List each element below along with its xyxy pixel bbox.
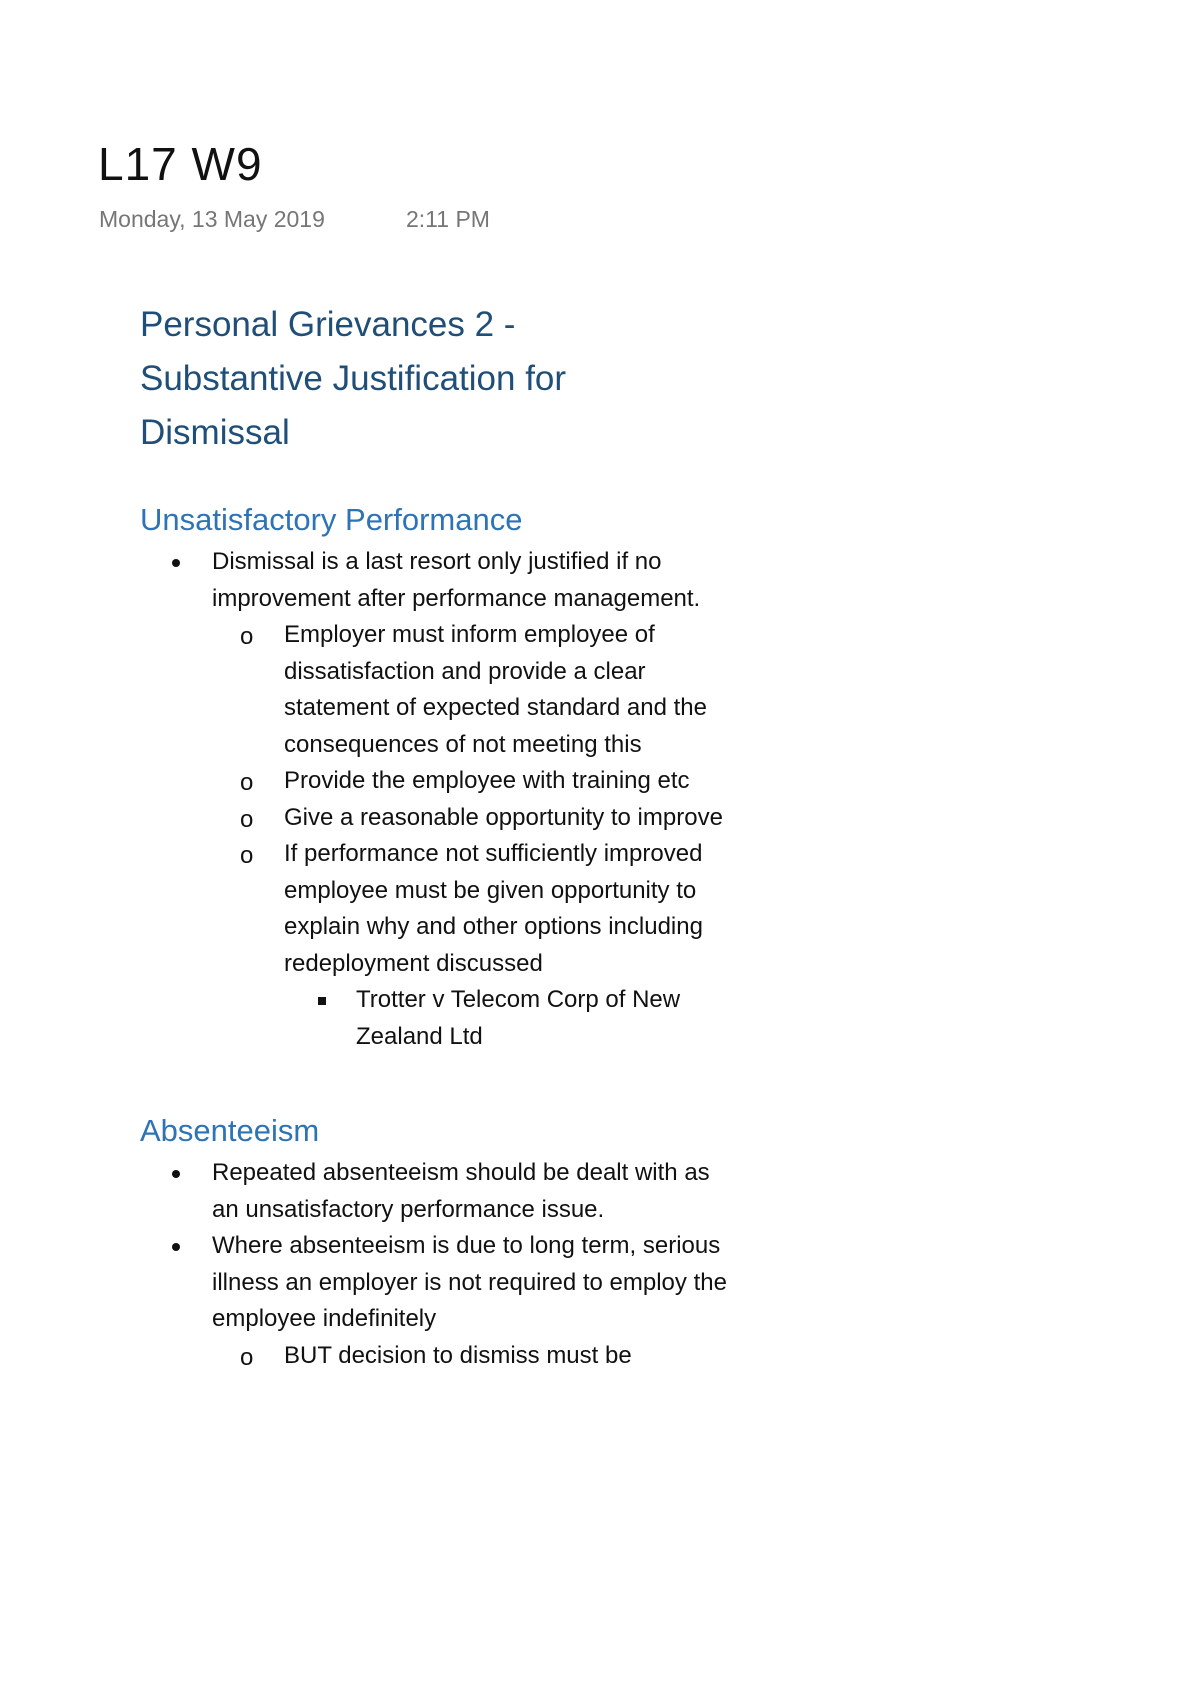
main-heading (140, 298, 740, 460)
list-item (212, 617, 740, 763)
bullet-circle-icon: o (240, 623, 254, 650)
list-item-text: Repeated absenteeism should be dealt with as an unsatisfactory performance issue. (212, 1159, 710, 1223)
list-item (212, 1338, 740, 1375)
bullet-circle-icon: o (240, 805, 254, 833)
absenteeism-list (140, 1155, 740, 1374)
case-list (284, 982, 740, 1055)
list-item (284, 982, 740, 1055)
bullet-circle-icon: o (240, 1343, 254, 1371)
main-heading-line-3: Dismissal (140, 413, 290, 452)
section-heading-absenteeism: Absenteeism (140, 1113, 320, 1148)
main-heading-line-1: Personal Grievances 2 - (140, 305, 516, 344)
list-item-text: Dismissal is a last resort only justified if no improvement after performance management. (212, 548, 701, 612)
performance-sublist (212, 617, 740, 1055)
note-content (140, 298, 740, 1374)
page-time: 2:11 PM (406, 206, 490, 232)
list-item (140, 544, 740, 1055)
list-item (140, 1155, 740, 1228)
list-item (212, 763, 740, 800)
page-title: L17 W9 (98, 138, 263, 190)
list-item (212, 800, 740, 837)
case-citation: Trotter v Telecom Corp of New Zealand Ltd (356, 986, 681, 1050)
list-item-text: BUT decision to dismiss must be (284, 1341, 632, 1369)
performance-list (140, 544, 740, 1055)
list-item-text: Employer must inform employee of dissatisfaction and provide a clear statement of expected standard and the consequences of not meeting this (284, 621, 707, 758)
bullet-circle-icon: o (240, 842, 254, 869)
list-item-text: Give a reasonable opportunity to improve (284, 803, 723, 831)
list-item-text: If performance not sufficiently improved employee must be given opportunity to explain why and other options including redeployment discussed (284, 840, 703, 977)
list-item (140, 1228, 740, 1374)
list-item-text: Where absenteeism is due to long term, serious illness an employer is not required to employ the employee indefinitely (212, 1232, 727, 1332)
page-meta (99, 204, 490, 234)
list-item (212, 836, 740, 1055)
section-heading-performance: Unsatisfactory Performance (140, 502, 523, 537)
bullet-circle-icon: o (240, 769, 254, 796)
list-item-text: Provide the employee with training etc (284, 767, 690, 794)
absenteeism-sublist (212, 1338, 740, 1375)
main-heading-line-2: Substantive Justification for (140, 359, 567, 398)
page-date: Monday, 13 May 2019 (99, 206, 325, 232)
